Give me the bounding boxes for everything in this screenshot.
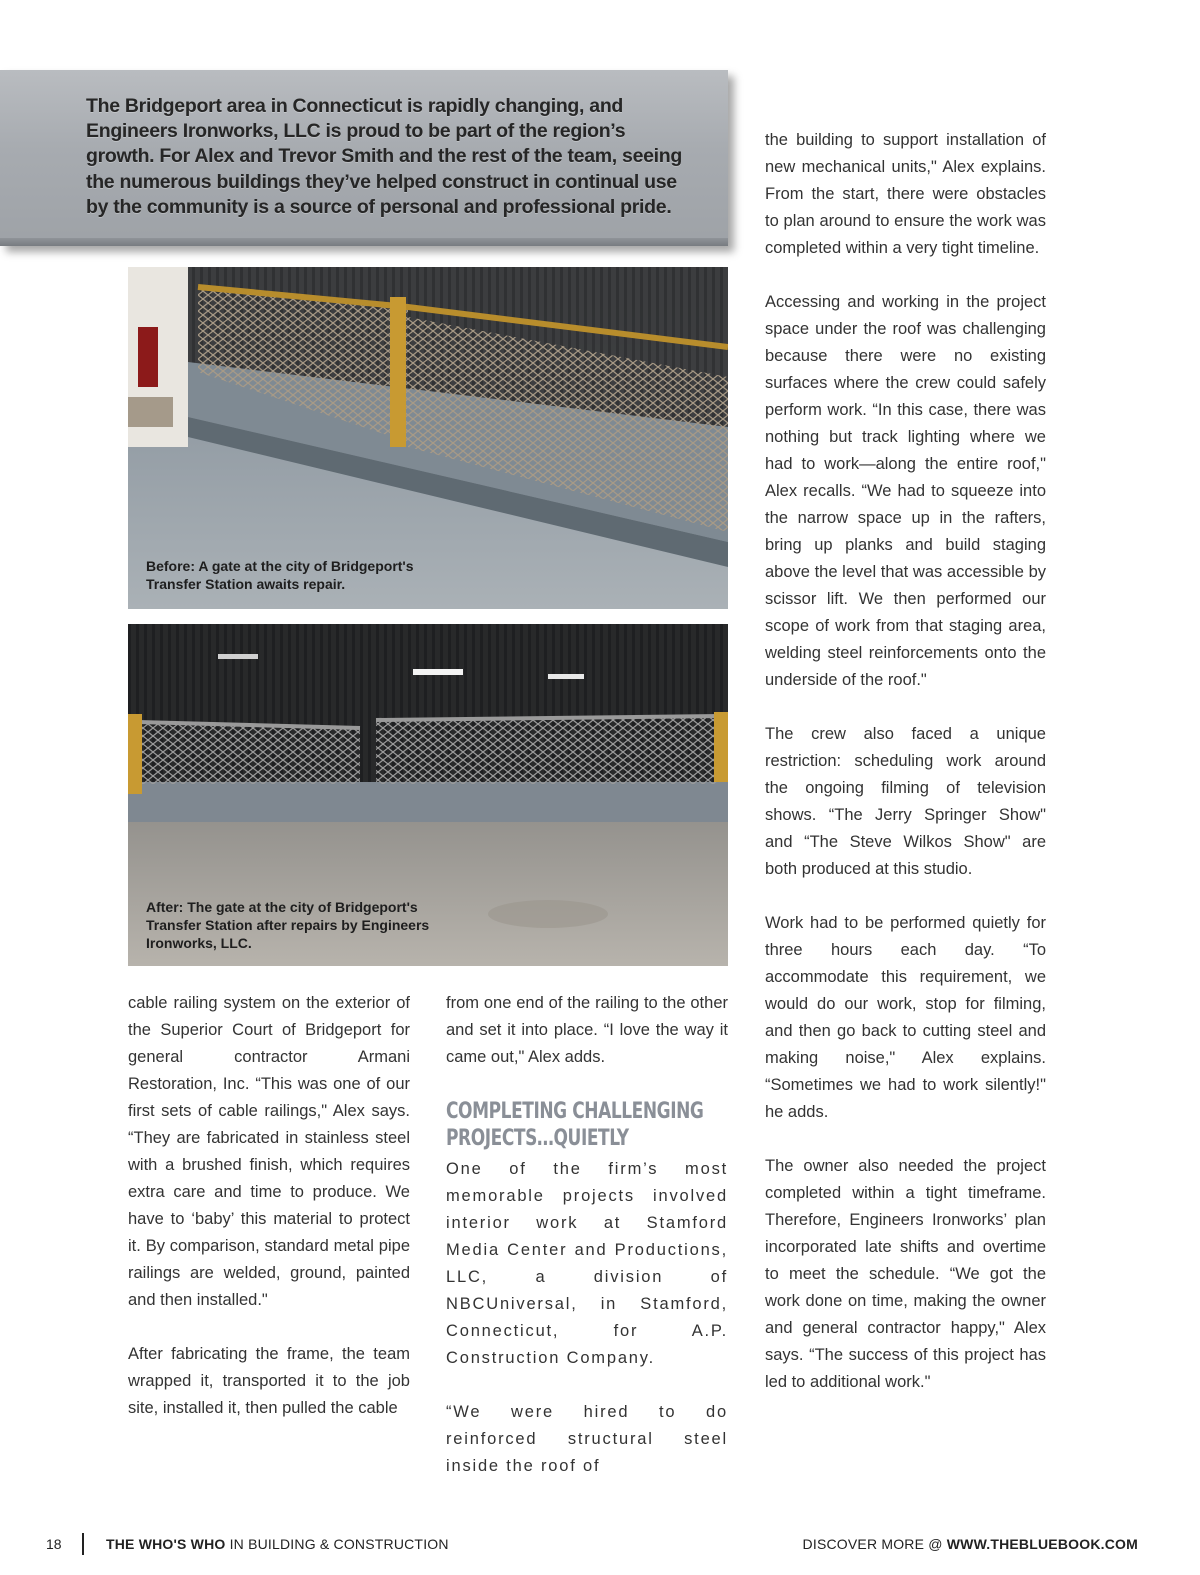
column3-paragraph-4: Work had to be performed quietly for three hours each day. “To accommodate this requirement, we would do our work, stop for filming, and then go back to cutting steel and making noise," Alex explains. “Sometimes we had to work silently!" he adds. [765,914,1046,1121]
column1-paragraph-2: After fabricating the frame, the team wrapped it, transported it to the job site, installed it, then pulled the cable [128,1345,410,1417]
column3-paragraph-1: the building to support installation of new mechanical units," Alex explains. From the start, there were obstacles to plan around to ensure the work was completed within a very tight timeline. [765,131,1046,257]
before-caption: Before: A gate at the city of Bridgeport's Transfer Station awaits repair. [146,558,414,592]
after-photo [128,624,728,966]
page-footer [0,1530,1200,1560]
section-subheading: COMPLETING CHALLENGING PROJECTS…QUIETLY [446,1099,704,1151]
magazine-title-bold: THE WHO'S WHO [106,1536,226,1552]
body-column-1 [128,990,410,1422]
website-link[interactable]: WWW.THEBLUEBOOK.COM [946,1536,1138,1552]
pull-quote-text: The Bridgeport area in Connecticut is rapidly changing, and Engineers Ironworks, LLC is proud to be part of the region’s growth. For Alex and Trevor Smith and the rest of the team, seeing the numerous buildings they’ve helped construct in continual use by the community is a source of personal and professional pride. [86,95,683,218]
column2-paragraph-1: from one end of the railing to the other and set it into place. “I love the way it came out," Alex adds. [446,994,728,1066]
column3-paragraph-5: The owner also needed the project completed within a tight timeframe. Therefore, Engineers Ironworks’ plan incorporated late shifts and overtime to meet the schedule. “We got the work done on time, making the owner and general contractor happy," Alex says. “The success of this project has led to additional work." [765,1157,1046,1391]
column2-paragraph-2: One of the firm’s most memorable projects involved interior work at Stamford Media Center and Productions, LLC, a division of NBCUniversal, in Stamford, Connecticut, for A.P. Construction Company. [446,1160,728,1367]
column3-paragraph-2: Accessing and working in the project space under the roof was challenging because there were no existing surfaces where the crew could safely perform work. “In this case, there was nothing but track lighting where we had to work—along the entire roof," Alex recalls. “We had to squeeze into the narrow space up in the rafters, bring up planks and build staging above the level that was accessible by scissor lift. We then performed our scope of work from that staging area, welding steel reinforcements onto the underside of the roof." [765,293,1046,689]
body-column-2 [446,990,728,1480]
magazine-title-rest: IN BUILDING & CONSTRUCTION [225,1536,449,1552]
column3-paragraph-3: The crew also faced a unique restriction: scheduling work around the ongoing filming of television shows. “The Jerry Springer Show" and “The Steve Wilkos Show" are both produced at this studio. [765,725,1046,878]
discover-more [803,1536,1138,1552]
pull-quote-box [0,70,728,246]
before-photo [128,267,728,609]
body-column-3 [765,127,1046,1396]
page-number: 18 [46,1536,62,1552]
discover-prefix: DISCOVER MORE @ [802,1536,947,1552]
footer-divider [82,1533,84,1555]
after-caption: After: The gate at the city of Bridgeport's Transfer Station after repairs by Engineers Ironworks, LLC. [146,899,430,951]
column1-paragraph-1: cable railing system on the exterior of the Superior Court of Bridgeport for general contractor Armani Restoration, Inc. “This was one of our first sets of cable railings," Alex says. “They are fabricated in stainless steel with a brushed finish, which requires extra care and time to produce. We have to ‘baby’ this material to protect it. By comparison, standard metal pipe railings are welded, ground, painted and then installed." [128,994,410,1309]
magazine-title [106,1536,449,1552]
column2-paragraph-3: “We were hired to do reinforced structural steel inside the roof of [446,1403,728,1475]
